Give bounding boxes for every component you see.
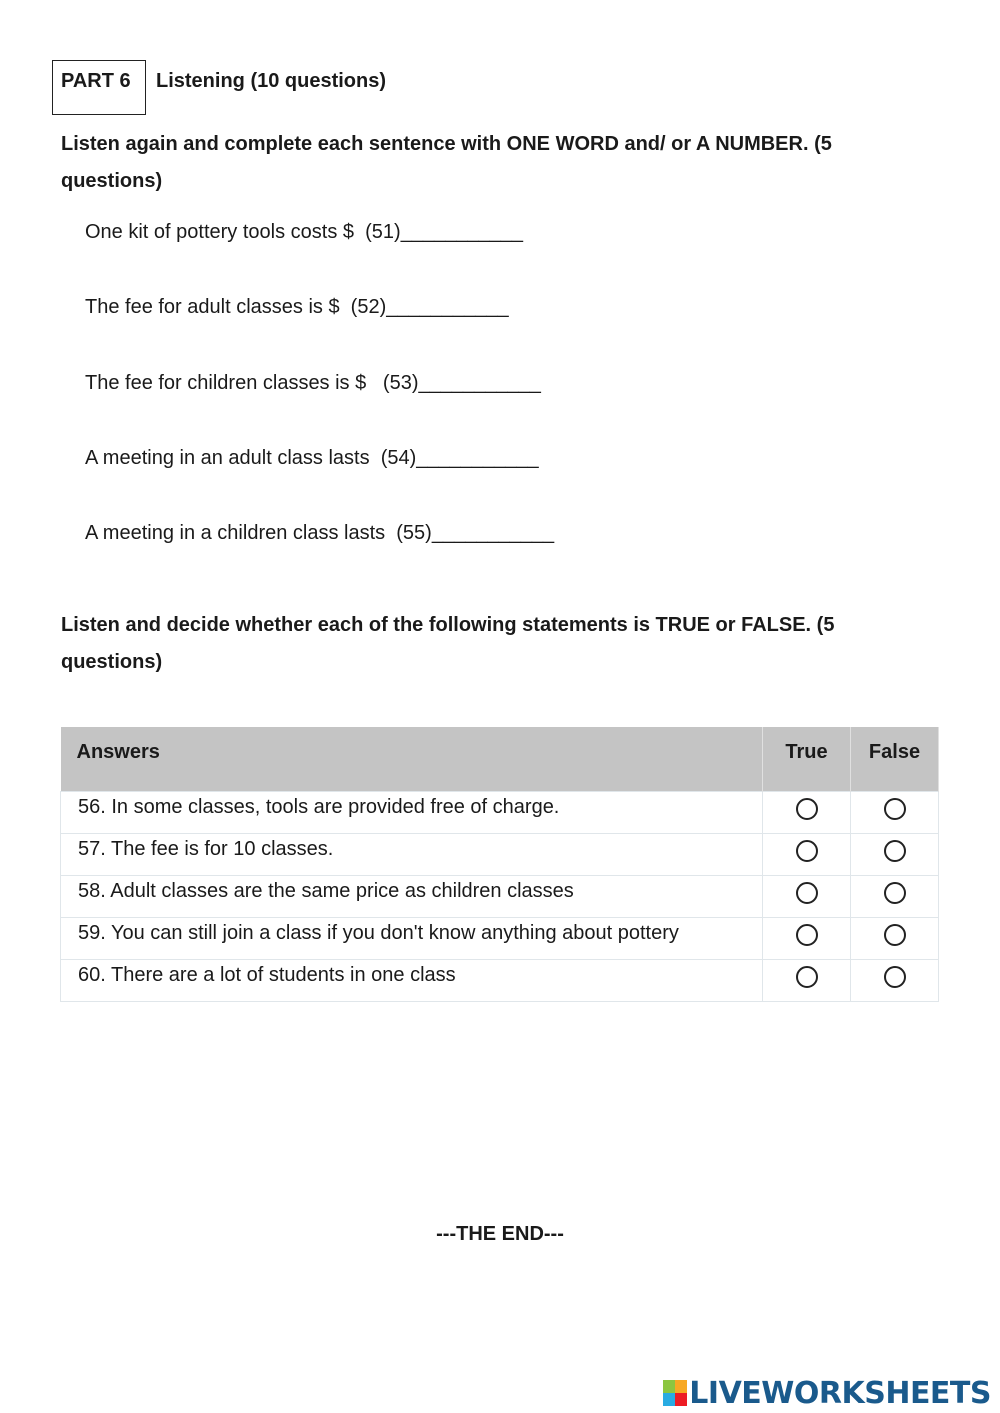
answer-blank-53[interactable]: ___________ bbox=[418, 372, 541, 394]
brand-name: LIVEWORKSHEETS bbox=[689, 1375, 991, 1411]
radio-59-true[interactable] bbox=[796, 924, 818, 946]
false-cell bbox=[851, 792, 939, 834]
false-cell bbox=[851, 960, 939, 1002]
radio-59-false[interactable] bbox=[884, 924, 906, 946]
radio-56-true[interactable] bbox=[796, 798, 818, 820]
answer-blank-51[interactable]: ___________ bbox=[400, 221, 524, 243]
true-false-table bbox=[60, 727, 939, 1002]
table-header-row bbox=[61, 727, 939, 792]
part-title: Listening (10 questions) bbox=[156, 70, 387, 92]
true-cell bbox=[763, 834, 851, 876]
liveworksheets-icon bbox=[663, 1380, 687, 1406]
true-cell bbox=[763, 876, 851, 918]
sentence-text: A meeting in a children class lasts (55) bbox=[85, 522, 432, 544]
true-cell bbox=[763, 918, 851, 960]
true-cell bbox=[763, 792, 851, 834]
gap-sentence-53 bbox=[85, 372, 541, 395]
sentence-text: A meeting in an adult class lasts (54) bbox=[85, 447, 417, 469]
radio-58-false[interactable] bbox=[884, 882, 906, 904]
sentence-text: One kit of pottery tools costs $ (51) bbox=[85, 221, 401, 243]
section2-instruction: Listen and decide whether each of the following statements is TRUE or FALSE. (5 questions) bbox=[61, 614, 835, 673]
true-header: True bbox=[763, 727, 851, 792]
liveworksheets-logo[interactable] bbox=[663, 1376, 991, 1410]
answer-blank-54[interactable]: ___________ bbox=[416, 447, 539, 469]
answer-blank-55[interactable]: ___________ bbox=[431, 522, 555, 544]
false-cell bbox=[851, 918, 939, 960]
radio-60-false[interactable] bbox=[884, 966, 906, 988]
the-end-text: ---THE END--- bbox=[436, 1223, 564, 1245]
table-row bbox=[61, 792, 939, 834]
false-cell bbox=[851, 834, 939, 876]
answer-blank-52[interactable]: ___________ bbox=[386, 296, 509, 318]
section1-instruction: Listen again and complete each sentence with ONE WORD and/ or A NUMBER. (5 questions) bbox=[61, 133, 832, 192]
gap-sentence-54 bbox=[85, 447, 539, 470]
radio-58-true[interactable] bbox=[796, 882, 818, 904]
answers-header: Answers bbox=[61, 727, 763, 792]
sentence-text: The fee for adult classes is $ (52) bbox=[85, 296, 387, 318]
part-label: PART 6 bbox=[61, 70, 131, 92]
statement-60: 60. There are a lot of students in one class bbox=[61, 960, 763, 1002]
gap-sentence-52 bbox=[85, 296, 509, 319]
table-row bbox=[61, 834, 939, 876]
gap-sentence-51 bbox=[85, 221, 523, 244]
statement-57: 57. The fee is for 10 classes. bbox=[61, 834, 763, 876]
radio-60-true[interactable] bbox=[796, 966, 818, 988]
statement-58: 58. Adult classes are the same price as children classes bbox=[61, 876, 763, 918]
statement-59: 59. You can still join a class if you don't know anything about pottery bbox=[61, 918, 763, 960]
table-row bbox=[61, 960, 939, 1002]
radio-56-false[interactable] bbox=[884, 798, 906, 820]
true-cell bbox=[763, 960, 851, 1002]
statement-56: 56. In some classes, tools are provided free of charge. bbox=[61, 792, 763, 834]
radio-57-false[interactable] bbox=[884, 840, 906, 862]
sentence-text: The fee for children classes is $ (53) bbox=[85, 372, 419, 394]
table-row bbox=[61, 918, 939, 960]
gap-sentence-55 bbox=[85, 522, 554, 545]
false-cell bbox=[851, 876, 939, 918]
false-header: False bbox=[851, 727, 939, 792]
table-row bbox=[61, 876, 939, 918]
radio-57-true[interactable] bbox=[796, 840, 818, 862]
